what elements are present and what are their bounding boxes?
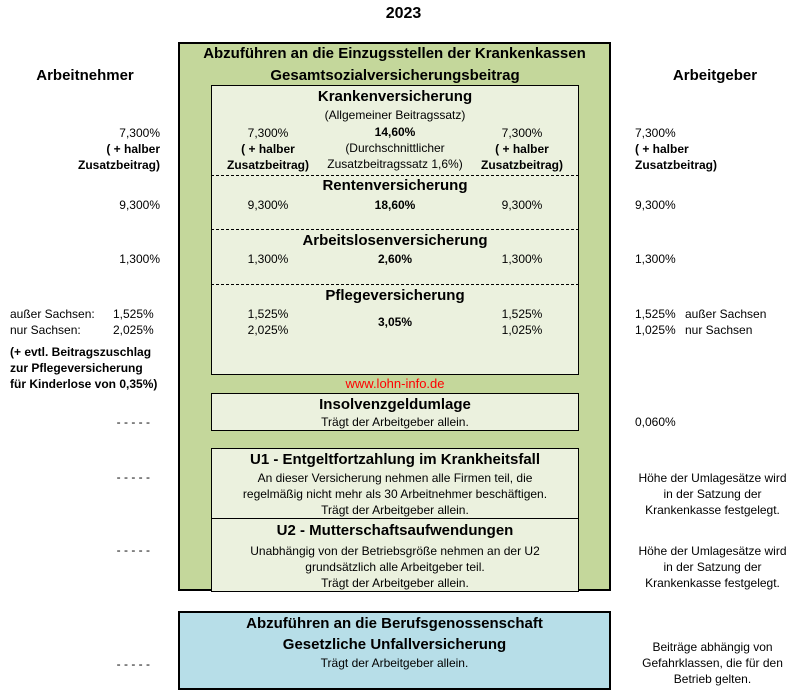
av-employee-share: 1,300% bbox=[119, 252, 160, 266]
bg-employer-note bbox=[625, 639, 800, 687]
kv-ag-value: 7,300% bbox=[501, 126, 543, 140]
insolvenz-employee-share: - - - - - bbox=[116, 415, 150, 429]
pv-right-value-2: 1,025% bbox=[635, 323, 676, 337]
bg-note-1: Beiträge abhängig von bbox=[652, 640, 773, 654]
kv-left-half-2: Zusatzbeitrag) bbox=[77, 158, 160, 172]
divider-rv bbox=[211, 229, 579, 230]
pv-left-value-2: 2,025% bbox=[113, 323, 154, 337]
u1-u2-divider bbox=[211, 518, 579, 519]
u2-line-2: grundsätzlich alle Arbeitgeber teil. bbox=[305, 560, 485, 574]
kv-title: Krankenversicherung bbox=[317, 88, 473, 105]
pv-right-value-1: 1,525% bbox=[635, 307, 676, 321]
u2-note-3: Krankenkasse festgelegt. bbox=[645, 576, 780, 590]
insolvenz-text: Trägt der Arbeitgeber allein. bbox=[321, 415, 469, 429]
kv-employee-share-inner bbox=[213, 125, 323, 173]
pv-ag-inner-1: 1,525% bbox=[501, 307, 543, 321]
bg-note-2: Gefahrklassen, die für den bbox=[642, 656, 783, 670]
kv-ag-half-1: ( + halber bbox=[495, 142, 549, 156]
divider-av bbox=[211, 284, 579, 285]
u1-text bbox=[211, 470, 579, 518]
u1-title: U1 - Entgeltfortzahlung im Krankheitsfall bbox=[249, 451, 541, 468]
pv-ag-inner bbox=[467, 306, 577, 338]
kv-employee-share bbox=[10, 125, 160, 173]
u2-line-1: Unabhängig von der Betriebsgröße nehmen an der U2 bbox=[250, 544, 540, 558]
kv-total-note-1: (Durchschnittlicher bbox=[345, 141, 445, 155]
bg-note-3: Betrieb gelten. bbox=[673, 672, 752, 686]
kv-ag-half-2: Zusatzbeitrag) bbox=[480, 158, 563, 172]
kv-employer-share bbox=[635, 125, 795, 173]
pv-an-inner-1: 1,525% bbox=[247, 307, 289, 321]
pv-left-label-2: nur Sachsen: bbox=[10, 323, 81, 337]
rv-an-inner: 9,300% bbox=[247, 198, 289, 212]
gsv-divider bbox=[211, 85, 579, 86]
av-total: 2,60% bbox=[377, 252, 413, 266]
pv-total: 3,05% bbox=[377, 315, 413, 329]
bg-employee-share: - - - - - bbox=[116, 657, 150, 671]
u1-note-1: Höhe der Umlagesätze wird bbox=[638, 471, 787, 485]
u2-line-3: Trägt der Arbeitgeber allein. bbox=[321, 576, 469, 590]
u1-line-2: regelmäßig nicht mehr als 30 Arbeitnehmer beschäftigen. bbox=[242, 487, 548, 501]
kv-left-half-1: ( + halber bbox=[106, 142, 160, 156]
pv-employee-share bbox=[113, 306, 163, 338]
kv-right-value: 7,300% bbox=[635, 126, 676, 140]
kv-left-value: 7,300% bbox=[119, 126, 160, 140]
av-employer-share: 1,300% bbox=[635, 252, 676, 266]
u2-title: U2 - Mutterschaftsaufwendungen bbox=[276, 522, 514, 539]
u1-line-1: An dieser Versicherung nehmen alle Firmen teil, die bbox=[257, 471, 533, 485]
u1-employee-share: - - - - - bbox=[116, 470, 150, 484]
kv-an-half-2: Zusatzbeitrag) bbox=[226, 158, 309, 172]
gsv-title: Gesamtsozialversicherungsbeitrag bbox=[270, 67, 520, 84]
u2-employee-share: - - - - - bbox=[116, 543, 150, 557]
rv-title: Rentenversicherung bbox=[322, 177, 468, 194]
pv-right-label-1: außer Sachsen bbox=[685, 307, 767, 321]
website-link[interactable]: www.lohn-info.de bbox=[345, 376, 445, 391]
u2-note-1: Höhe der Umlagesätze wird bbox=[638, 544, 787, 558]
u1-note-2: in der Satzung der bbox=[663, 487, 762, 501]
pv-left-labels bbox=[10, 306, 115, 338]
employer-column-header: Arbeitgeber bbox=[672, 67, 758, 84]
kv-total-note-2: Zusatzbeitragssatz 1,6%) bbox=[327, 157, 463, 171]
pv-left-value-1: 1,525% bbox=[113, 307, 154, 321]
rv-ag-inner: 9,300% bbox=[501, 198, 543, 212]
pv-employer-share bbox=[635, 306, 683, 338]
bg-text: Trägt der Arbeitgeber allein. bbox=[320, 656, 469, 670]
u2-employer-note bbox=[625, 543, 800, 591]
bg-title-1: Abzuführen an die Berufsgenossenschaft bbox=[246, 615, 543, 632]
insolvenz-title: Insolvenzgeldumlage bbox=[319, 396, 471, 413]
pv-zuschlag-2: zur Pflegeversicherung bbox=[10, 361, 143, 375]
rv-total: 18,60% bbox=[374, 198, 416, 212]
year-title: 2023 bbox=[385, 5, 422, 22]
outer-title: Abzuführen an die Einzugsstellen der Krankenkassen bbox=[203, 45, 586, 62]
pv-an-inner-2: 2,025% bbox=[247, 323, 289, 337]
insolvenz-employer-share: 0,060% bbox=[635, 415, 676, 429]
rv-employee-share: 9,300% bbox=[119, 198, 160, 212]
kv-right-half-2: Zusatzbeitrag) bbox=[635, 158, 718, 172]
pv-an-inner bbox=[213, 306, 323, 338]
kv-employer-share-inner bbox=[467, 125, 577, 173]
kv-an-value: 7,300% bbox=[247, 126, 289, 140]
kv-subtitle: (Allgemeiner Beitragssatz) bbox=[324, 108, 466, 122]
u1-employer-note bbox=[625, 470, 800, 518]
pv-zuschlag-3: für Kinderlose von 0,35%) bbox=[10, 377, 158, 391]
pv-left-label-1: außer Sachsen: bbox=[10, 307, 95, 321]
kv-right-half-1: ( + halber bbox=[635, 142, 689, 156]
pv-right-labels bbox=[685, 306, 800, 338]
divider-kv bbox=[211, 175, 579, 176]
u1-note-3: Krankenkasse festgelegt. bbox=[645, 503, 780, 517]
av-an-inner: 1,300% bbox=[247, 252, 289, 266]
av-title: Arbeitslosenversicherung bbox=[302, 232, 488, 249]
pv-right-label-2: nur Sachsen bbox=[685, 323, 753, 337]
u2-text bbox=[211, 543, 579, 591]
kv-total: 14,60% bbox=[374, 125, 416, 139]
pv-childless-surcharge bbox=[10, 344, 180, 392]
employee-column-header: Arbeitnehmer bbox=[36, 67, 134, 84]
u1-line-3: Trägt der Arbeitgeber allein. bbox=[321, 503, 469, 517]
pv-title: Pflegeversicherung bbox=[325, 287, 465, 304]
rv-employer-share: 9,300% bbox=[635, 198, 676, 212]
u2-note-2: in der Satzung der bbox=[663, 560, 762, 574]
av-ag-inner: 1,300% bbox=[501, 252, 543, 266]
kv-an-half-1: ( + halber bbox=[241, 142, 295, 156]
pv-zuschlag-1: (+ evtl. Beitragszuschlag bbox=[10, 345, 152, 359]
pv-ag-inner-2: 1,025% bbox=[501, 323, 543, 337]
bg-title-2: Gesetzliche Unfallversicherung bbox=[282, 636, 507, 653]
